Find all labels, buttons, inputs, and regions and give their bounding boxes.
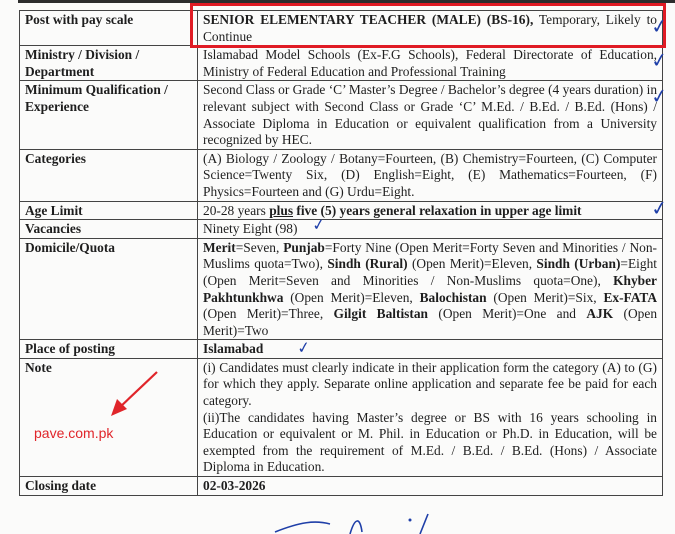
quota-seg: Sindh (Rural) bbox=[327, 256, 408, 272]
age-plus: plus bbox=[269, 202, 294, 218]
table-row-qualification bbox=[20, 81, 663, 149]
label-posting: Place of posting bbox=[20, 340, 198, 359]
table-row-domicile bbox=[20, 238, 663, 340]
quota-seg: (Open Merit)=Two bbox=[203, 306, 658, 338]
quota-seg: Punjab bbox=[283, 239, 325, 255]
quota-seg: Sindh (Urban) bbox=[536, 256, 621, 272]
quota-seg: =Eight (Open Merit=Seven and Minorities / Non-Muslims quota=One), bbox=[203, 256, 657, 288]
check-icon: ✓ bbox=[295, 337, 312, 358]
table-row-post bbox=[20, 11, 663, 46]
table-row-closing-date bbox=[20, 477, 663, 496]
age-relaxation: five (5) years general relaxation in upper age limit bbox=[293, 202, 582, 218]
age-range: 20-28 years bbox=[203, 202, 270, 218]
quota-seg: Gilgit Baltistan bbox=[333, 306, 428, 322]
label-age-limit: Age Limit bbox=[20, 201, 198, 220]
check-icon: ✓ bbox=[649, 194, 670, 222]
check-icon: ✓ bbox=[649, 82, 670, 110]
value-domicile bbox=[198, 238, 663, 340]
table-row-vacancies bbox=[20, 220, 663, 239]
quota-seg: Balochistan bbox=[419, 289, 487, 305]
label-note: Note bbox=[20, 358, 198, 476]
value-ministry: Islamabad Model Schools (Ex-F.G Schools), Federal Directorate of Education, Ministry of Federal Education and Professional Training bbox=[198, 46, 663, 81]
post-title: SENIOR ELEMENTARY TEACHER (MALE) (BS-16), bbox=[203, 12, 534, 27]
table-row-ministry bbox=[20, 46, 663, 81]
value-posting: Islamabad bbox=[198, 340, 663, 359]
quota-seg: (Open Merit)=Six, bbox=[486, 289, 604, 305]
table-row-age-limit bbox=[20, 201, 663, 220]
quota-seg: AJK bbox=[586, 306, 614, 322]
quota-seg: (Open Merit)=Eleven, bbox=[407, 256, 537, 272]
quota-seg: (Open Merit)=Three, bbox=[203, 306, 334, 322]
value-age-limit bbox=[198, 201, 663, 220]
watermark-text: pave.com.pk bbox=[34, 425, 114, 441]
label-ministry: Ministry / Division / Department bbox=[20, 46, 198, 81]
label-post: Post with pay scale bbox=[20, 11, 198, 46]
quota-seg: (Open Merit)=Eleven, bbox=[283, 289, 420, 305]
check-icon: ✓ bbox=[649, 46, 670, 74]
value-closing-date: 02-03-2026 bbox=[198, 477, 663, 496]
quota-seg: Merit bbox=[203, 239, 236, 255]
value-note bbox=[198, 358, 663, 476]
check-icon: ✓ bbox=[649, 12, 670, 40]
note-i: (i) Candidates must clearly indicate in their application form the category (A) to (G) for which they apply. Separate online application and separate fee be paid for each category. bbox=[203, 359, 657, 409]
post-status: Temporary, Likely to Continue bbox=[203, 12, 657, 44]
label-qualification: Minimum Qualification / Experience bbox=[20, 81, 198, 149]
signature-icon bbox=[270, 512, 440, 534]
label-closing-date: Closing date bbox=[20, 477, 198, 496]
top-dark-strip bbox=[18, 0, 675, 3]
quota-seg: =Forty Nine (Open Merit=Forty Seven and Minorities / Non-Muslims quota=Two), bbox=[203, 239, 657, 272]
label-categories: Categories bbox=[20, 149, 198, 201]
red-arrow-icon bbox=[105, 368, 165, 418]
value-vacancies: Ninety Eight (98) bbox=[198, 220, 663, 239]
job-ad-table bbox=[19, 10, 663, 496]
quota-seg: Khyber Pakhtunkhwa bbox=[203, 272, 657, 305]
quota-seg: (Open Merit)=One and bbox=[428, 306, 587, 322]
quota-seg: =Seven, bbox=[235, 239, 284, 255]
value-qualification: Second Class or Grade ‘C’ Master’s Degree / Bachelor’s degree (4 years duration) in relevant subject with Second Class or Grade ‘C’ M.Ed. / B.Ed. / B.Ed. (Hons) / Associate Diploma in Education or equivalent qualification from a University recognized by HEC. bbox=[198, 81, 663, 149]
table-row-posting bbox=[20, 340, 663, 359]
note-ii: (ii)The candidates having Master’s degree or BS with 16 years schooling in Education or equivalent or M. Phil. in Education or Ph.D. in Education, will be exempted from the requirement of M.Ed. / B.Ed. / B.Ed. (Hons) / Associate Diploma in Education. bbox=[203, 409, 657, 475]
check-icon: ✓ bbox=[310, 214, 327, 235]
label-vacancies: Vacancies bbox=[20, 220, 198, 239]
table-row-categories bbox=[20, 149, 663, 201]
value-categories: (A) Biology / Zoology / Botany=Fourteen, (B) Chemistry=Fourteen, (C) Computer Science=Twenty Six, (D) English=Eight, (E) Mathematics=Fourteen, (F) Physics=Fourteen and (G) Urdu=Eight. bbox=[198, 149, 663, 201]
label-domicile: Domicile/Quota bbox=[20, 238, 198, 340]
quota-seg: Ex-FATA bbox=[603, 289, 658, 305]
value-post bbox=[198, 11, 663, 46]
